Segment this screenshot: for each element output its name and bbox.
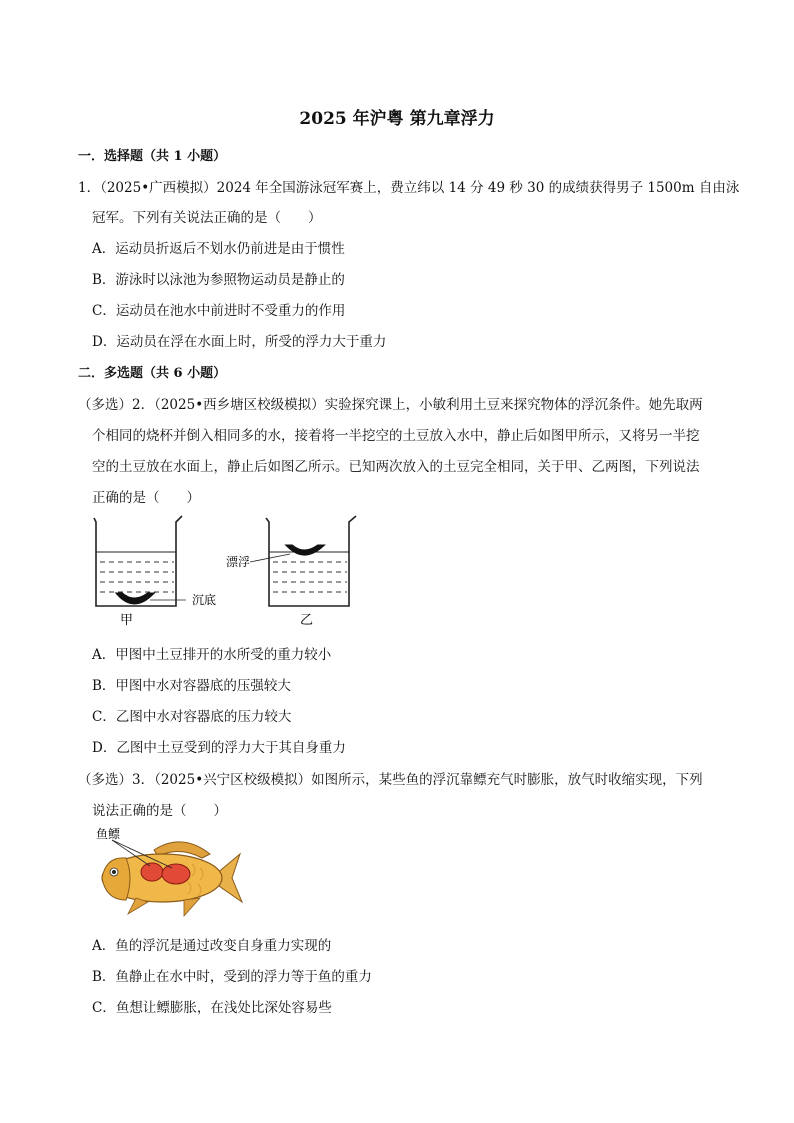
q1-option-d[interactable]: D．运动员在浮在水面上时，所受的浮力大于重力: [92, 334, 387, 350]
q1-option-b[interactable]: B．游泳时以泳池为参照物运动员是静止的: [92, 272, 345, 288]
q1-stem-line2: 冠军。下列有关说法正确的是（ ）: [92, 210, 322, 226]
beaker-a: [94, 516, 186, 606]
swim-bladder-label: 鱼鳔: [96, 827, 121, 841]
q3-stem-line1: （多选）3．（2025•兴宁区校级模拟）如图所示，某些鱼的浮沉靠鳔充气时膨胀，放气时收缩实现，下列: [78, 772, 703, 788]
beaker-a-label: 甲: [120, 613, 134, 626]
page-title: 2025 年沪粤 第九章浮力: [299, 109, 495, 129]
q2-stem-line3: 空的土豆放在水面上，静止后如图乙所示。已知两次放入的土豆完全相同，关于甲、乙两图，下列说法: [92, 459, 700, 475]
fish-figure: [92, 824, 248, 920]
q2-option-b[interactable]: B．甲图中水对容器底的压强较大: [92, 678, 291, 694]
q3-option-c[interactable]: C．鱼想让鳔膨胀，在浅处比深处容易些: [92, 1000, 332, 1016]
beaker-b-label: 乙: [300, 613, 314, 626]
q2-stem-line4: 正确的是（ ）: [92, 490, 200, 506]
q3-option-b[interactable]: B．鱼静止在水中时，受到的浮力等于鱼的重力: [92, 969, 372, 985]
beaker-figure: [90, 514, 360, 626]
q2-stem-line2: 个相同的烧杯并倒入相同多的水，接着将一半挖空的土豆放入水中，静止后如图甲所示，又将另一半挖: [92, 428, 700, 444]
beaker-b: [250, 516, 356, 606]
q1-option-a[interactable]: A．运动员折返后不划水仍前进是由于惯性: [92, 241, 345, 257]
q2-stem-line1: （多选）2．（2025•西乡塘区校级模拟）实验探究课上，小敏利用土豆来探究物体的浮沉条件。她先取两: [78, 397, 703, 413]
sink-label: 沉底: [192, 593, 217, 607]
q1-stem-line1: 1．（2025•广西模拟）2024 年全国游泳冠军赛上，费立纬以 14 分 49 秒 30 的成绩获得男子 1500m 自由泳: [78, 180, 740, 196]
section-heading-choice: 一．选择题（共 1 小题）: [78, 149, 227, 164]
potato-sunk-icon: [118, 594, 152, 603]
q1-option-c[interactable]: C．运动员在池水中前进时不受重力的作用: [92, 303, 346, 319]
potato-floating-icon: [288, 546, 322, 554]
fish-icon: [102, 842, 242, 916]
q2-option-d[interactable]: D．乙图中土豆受到的浮力大于其自身重力: [92, 740, 346, 756]
q2-option-c[interactable]: C．乙图中水对容器底的压力较大: [92, 709, 292, 725]
q3-option-a[interactable]: A．鱼的浮沉是通过改变自身重力实现的: [92, 938, 332, 954]
q3-stem-line2: 说法正确的是（ ）: [92, 803, 227, 819]
q2-option-a[interactable]: A．甲图中土豆排开的水所受的重力较小: [92, 647, 332, 663]
float-label: 漂浮: [226, 555, 251, 569]
section-heading-multi: 二．多选题（共 6 小题）: [78, 366, 227, 381]
